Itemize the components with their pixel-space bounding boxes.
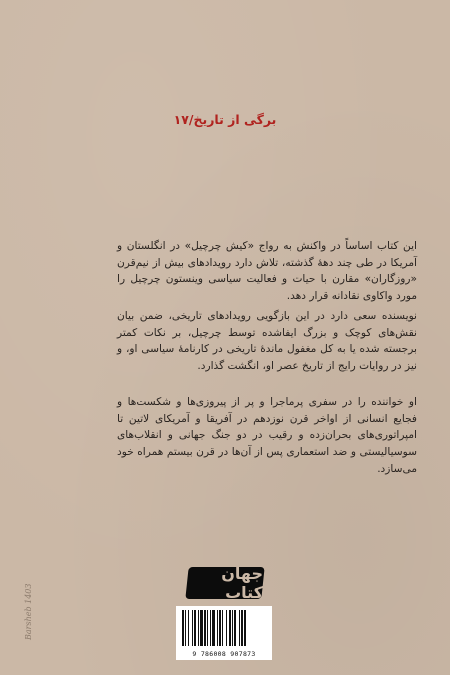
barcode-bars [176, 606, 272, 650]
publisher-logo [185, 564, 264, 602]
designer-signature: Barsheb 1403 [24, 583, 33, 640]
barcode [176, 606, 272, 660]
isbn-number: 9 786008 907873 [192, 650, 256, 658]
publisher-logo-text: جهان کتاب [221, 564, 263, 602]
blurb-paragraph-2: نویسنده سعی دارد در این بازگویی رویدادهای تاریخی، ضمن بیان نقش‌های کوچک و بزرگ ایفاشده توسط چرچیل، بر نکات کمتر برجسته شده یا به کل مغفول ماندهٔ تاریخی در کارنامهٔ سیاسی او، و نیز در روایات رایج از تاریخ عصر او، انگشت گذارد. [117, 310, 417, 373]
blurb-paragraph-1: این کتاب اساساً در واکنش به رواج «کیش چرچیل» در انگلستان و آمریکا در طی چند دههٔ گذشته، تلاش دارد رویدادهای بیش از نیم‌قرن «روزگاران» مقارن با حیات و فعالیت سیاسی وینستون چرچیل را مورد واکاوی نقادانه قرار دهد. [117, 240, 417, 303]
series-label: برگی از تاریخ/۱۷ [173, 112, 277, 127]
blurb-paragraph-3: او خواننده را در سفری پرماجرا و پر از پیروزی‌ها و شکست‌ها و فجایع انسانی از اواخر قرن نوزدهم در آفریقا و آمریکای لاتین تا امپراتوری‌های بحران‌زده و رقیب در دو جنگ جهانی و انقلاب‌های سوسیالیستی و ضد استعماری پس از آن‌ها در قرن بیستم همراه خود می‌سازد. [117, 396, 417, 475]
